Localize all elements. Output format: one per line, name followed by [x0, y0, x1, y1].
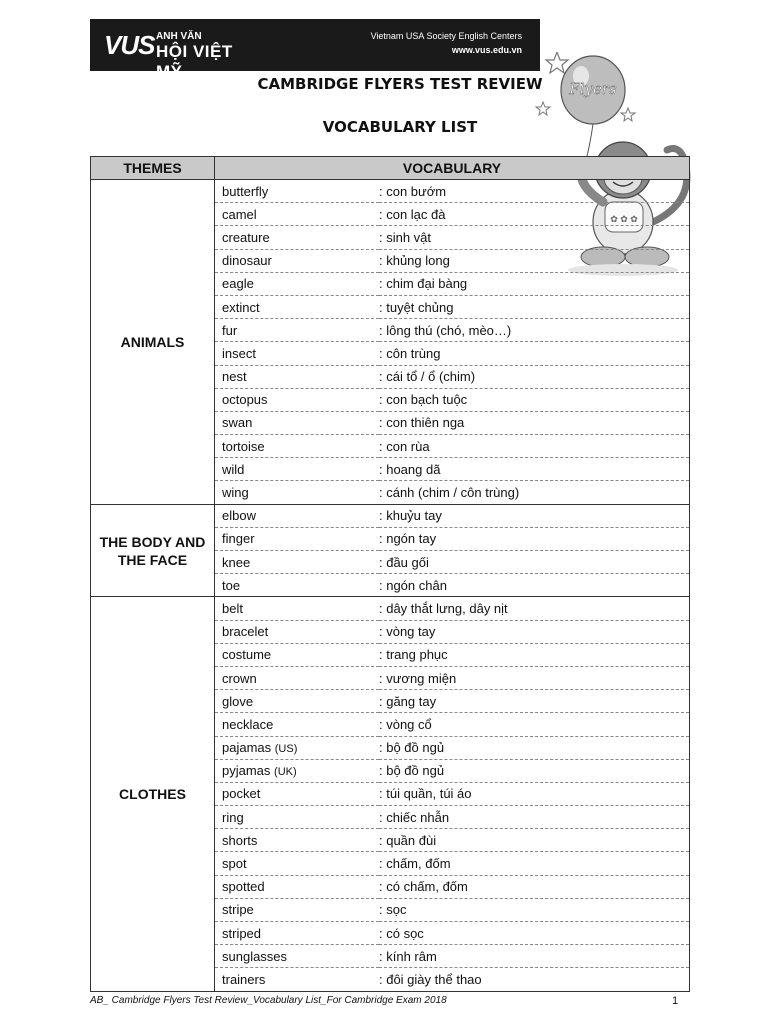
english-word: pocket: [222, 786, 261, 802]
table-row: [91, 597, 690, 620]
meaning-cell: : bộ đồ ngủ: [379, 759, 690, 782]
svg-text:✿ ✿ ✿: ✿ ✿ ✿: [610, 214, 638, 224]
word-cell: [215, 435, 380, 458]
english-word: eagle: [222, 276, 254, 292]
english-word: shorts: [222, 832, 258, 848]
star-icon: [536, 102, 550, 115]
word-cell: [215, 690, 380, 713]
table-row: [91, 180, 690, 203]
word-cell: [215, 643, 380, 666]
word-cell: [215, 736, 380, 759]
word-cell: [215, 922, 380, 945]
english-word: camel: [222, 206, 257, 222]
english-word: insect: [222, 345, 256, 361]
logo-mark: VUS: [104, 30, 155, 60]
org-name: Vietnam USA Society English Centers: [370, 31, 522, 41]
english-word: finger: [222, 531, 255, 547]
meaning-cell: : lông thú (chó, mèo…): [379, 319, 690, 342]
english-word: tortoise: [222, 438, 265, 454]
meaning-cell: : con thiên nga: [379, 411, 690, 434]
word-cell: [215, 806, 380, 829]
theme-cell: THE BODY AND THE FACE: [91, 504, 215, 597]
word-cell: [215, 319, 380, 342]
vocabulary-table: [90, 156, 690, 992]
meaning-cell: : cánh (chim / côn trùng): [379, 481, 690, 504]
english-word: elbow: [222, 508, 256, 524]
region-note: (US): [274, 743, 298, 756]
word-cell: [215, 504, 380, 527]
word-cell: [215, 295, 380, 318]
english-word: belt: [222, 600, 243, 616]
meaning-cell: : tuyệt chủng: [379, 295, 690, 318]
word-cell: [215, 180, 380, 203]
meaning-cell: : có sọc: [379, 922, 690, 945]
balloon-label: Flyers: [569, 80, 617, 98]
meaning-cell: : túi quần, túi áo: [379, 782, 690, 805]
english-word: fur: [222, 322, 238, 338]
word-cell: [215, 272, 380, 295]
document-subtitle: VOCABULARY LIST: [322, 118, 478, 136]
meaning-cell: : hoang dã: [379, 458, 690, 481]
english-word: striped: [222, 925, 262, 941]
english-word: dinosaur: [222, 253, 272, 269]
word-cell: [215, 226, 380, 249]
meaning-cell: : đầu gối: [379, 551, 690, 574]
english-word: glove: [222, 693, 254, 709]
word-cell: [215, 968, 380, 991]
word-cell: [215, 875, 380, 898]
region-note: (UK): [274, 766, 297, 779]
meaning-cell: : con bướm: [379, 180, 690, 203]
english-word: bracelet: [222, 624, 269, 640]
word-cell: [215, 829, 380, 852]
meaning-cell: : côn trùng: [379, 342, 690, 365]
page-number: 1: [672, 995, 679, 1007]
meaning-cell: : găng tay: [379, 690, 690, 713]
english-word: spotted: [222, 879, 265, 895]
english-word: butterfly: [222, 183, 269, 199]
star-icon: [546, 52, 568, 73]
meaning-cell: : chiếc nhẫn: [379, 806, 690, 829]
word-cell: [215, 458, 380, 481]
meaning-cell: : con bạch tuộc: [379, 388, 690, 411]
vus-logo: [104, 28, 254, 81]
org-url: www.vus.edu.vn: [451, 45, 522, 55]
word-cell: [215, 713, 380, 736]
meaning-cell: : cái tổ / ổ (chim): [379, 365, 690, 388]
vocabulary-header: VOCABULARY: [215, 157, 690, 180]
word-cell: [215, 388, 380, 411]
meaning-cell: : có chấm, đốm: [379, 875, 690, 898]
footer-text: AB_ Cambridge Flyers Test Review_Vocabulary List_For Cambridge Exam 2018: [90, 995, 447, 1006]
word-cell: [215, 597, 380, 620]
word-cell: [215, 945, 380, 968]
english-word: pyjamas: [222, 763, 271, 779]
header-banner: [90, 19, 540, 81]
english-word: creature: [222, 229, 270, 245]
word-cell: [215, 574, 380, 597]
logo-small-text: ANH VĂN: [156, 31, 202, 42]
english-word: wild: [222, 461, 245, 477]
meaning-cell: : đôi giày thể thao: [379, 968, 690, 991]
meaning-cell: : con rùa: [379, 435, 690, 458]
meaning-cell: : sọc: [379, 898, 690, 921]
meaning-cell: : dây thắt lưng, dây nịt: [379, 597, 690, 620]
table-header-row: [91, 157, 690, 180]
english-word: nest: [222, 369, 247, 385]
meaning-cell: : ngón chân: [379, 574, 690, 597]
word-cell: [215, 782, 380, 805]
word-cell: [215, 411, 380, 434]
english-word: necklace: [222, 716, 274, 732]
word-cell: [215, 852, 380, 875]
english-word: octopus: [222, 392, 268, 408]
meaning-cell: : chấm, đốm: [379, 852, 690, 875]
meaning-cell: : sinh vật: [379, 226, 690, 249]
meaning-cell: : quần đùi: [379, 829, 690, 852]
english-word: costume: [222, 647, 272, 663]
word-cell: [215, 898, 380, 921]
meaning-cell: : khuỷu tay: [379, 504, 690, 527]
word-cell: [215, 666, 380, 689]
document-title: CAMBRIDGE FLYERS TEST REVIEW: [257, 75, 543, 93]
theme-cell: ANIMALS: [91, 180, 215, 505]
word-cell: [215, 342, 380, 365]
english-word: swan: [222, 415, 253, 431]
word-cell: [215, 759, 380, 782]
themes-header: THEMES: [91, 157, 215, 180]
table-row: [91, 504, 690, 527]
meaning-cell: : vòng cổ: [379, 713, 690, 736]
english-word: stripe: [222, 902, 254, 918]
word-cell: [215, 551, 380, 574]
english-word: crown: [222, 670, 257, 686]
meaning-cell: : vòng tay: [379, 620, 690, 643]
meaning-cell: : vương miện: [379, 666, 690, 689]
word-cell: [215, 249, 380, 272]
english-word: ring: [222, 809, 244, 825]
english-word: spot: [222, 856, 247, 872]
meaning-cell: : chim đại bàng: [379, 272, 690, 295]
meaning-cell: : trang phục: [379, 643, 690, 666]
star-icon: [621, 108, 635, 121]
english-word: extinct: [222, 299, 260, 315]
meaning-cell: : khủng long: [379, 249, 690, 272]
meaning-cell: : ngón tay: [379, 527, 690, 550]
word-cell: [215, 620, 380, 643]
word-cell: [215, 203, 380, 226]
theme-cell: CLOTHES: [91, 597, 215, 991]
logo-big-text: HỘI VIỆT MỸ: [156, 42, 233, 81]
english-word: toe: [222, 577, 241, 593]
english-word: sunglasses: [222, 948, 288, 964]
meaning-cell: : kính râm: [379, 945, 690, 968]
english-word: pajamas: [222, 740, 272, 756]
english-word: wing: [222, 485, 249, 501]
word-cell: [215, 365, 380, 388]
meaning-cell: : bộ đồ ngủ: [379, 736, 690, 759]
meaning-cell: : con lạc đà: [379, 203, 690, 226]
english-word: trainers: [222, 971, 266, 987]
word-cell: [215, 527, 380, 550]
word-cell: [215, 481, 380, 504]
english-word: knee: [222, 554, 251, 570]
